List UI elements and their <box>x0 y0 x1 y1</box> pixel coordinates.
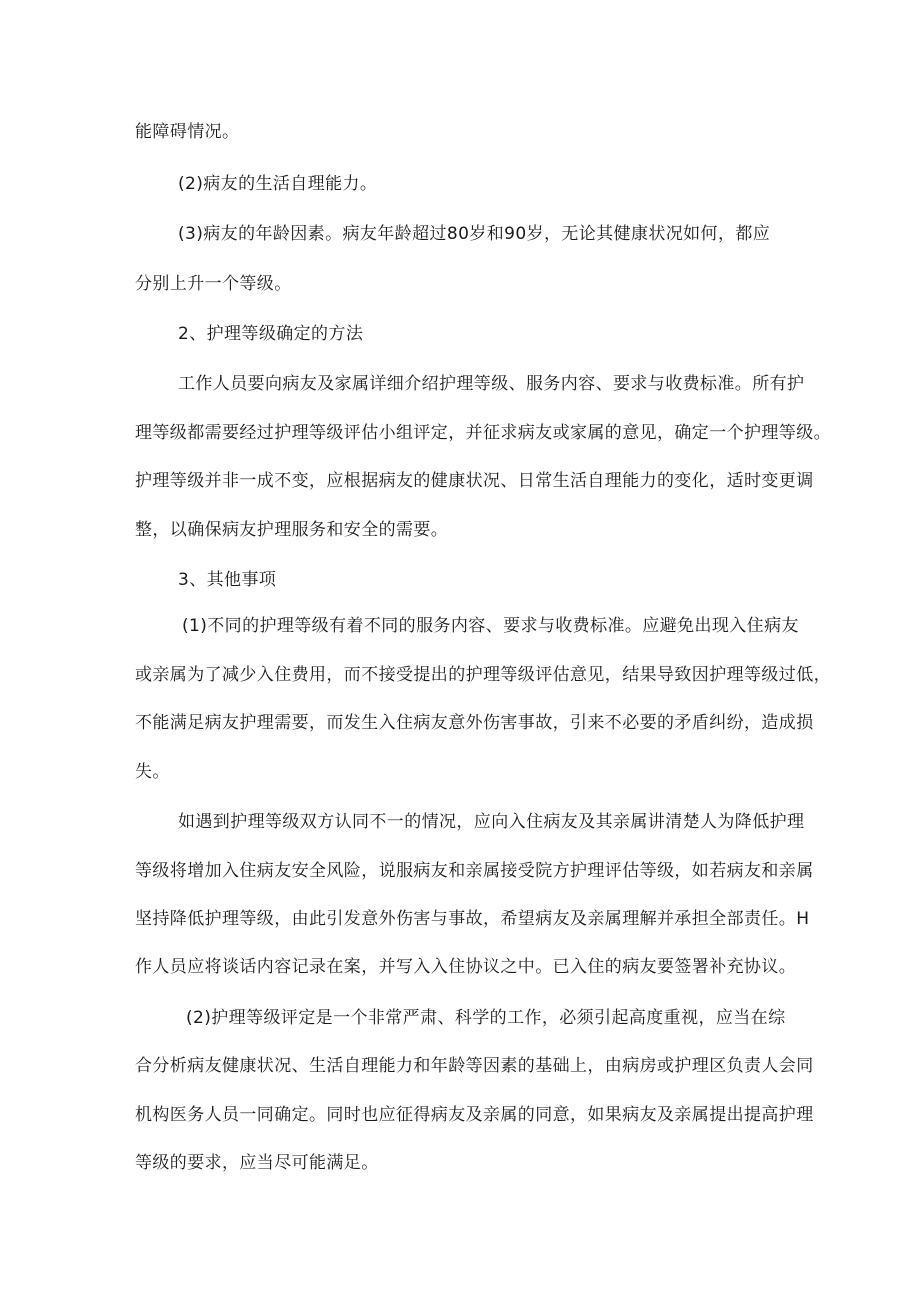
list-item-1-line: 或亲属为了减少入住费用，而不接受提出的护理等级评估意见，结果导致因护理等级过低， <box>135 665 831 685</box>
list-item-3-line: (3)病友的年龄因素。病友年龄超过80岁和90岁，无论其健康状况如何，都应 <box>178 224 771 244</box>
text-line: 理等级都需要经过护理等级评估小组评定，并征求病友或家属的意见，确定一个护理等级。 <box>135 423 831 443</box>
section-heading: 3、其他事项 <box>178 570 277 590</box>
text-line: 护理等级并非一成不变，应根据病友的健康状况、日常生活自理能力的变化，适时变更调 <box>135 471 814 491</box>
list-item-2-line: 机构医务人员一同确定。同时也应征得病友及亲属的同意，如果病友及亲属提出提高护理 <box>135 1105 814 1125</box>
text-line: 等级将增加入住病友安全风险，说服病友和亲属接受院方护理评估等级，如若病友和亲属 <box>135 861 814 881</box>
list-item-3-line: 分别上升一个等级。 <box>135 274 292 294</box>
list-item-2-line: (2)护理等级评定是一个非常严肃、科学的工作，必须引起高度重视，应当在综 <box>186 1008 786 1028</box>
text-line: 作人员应将谈话内容记录在案，并写入入住协议之中。已入住的病友要签署补充协议。 <box>135 957 797 977</box>
list-item-1-line: (1)不同的护理等级有着不同的服务内容、要求与收费标准。应避免出现入住病友 <box>182 616 799 636</box>
list-item-1-line: 失。 <box>135 762 170 782</box>
text-line: 整，以确保病友护理服务和安全的需要。 <box>135 520 449 540</box>
list-item-2-line: 合分析病友健康状况、生活自理能力和年龄等因素的基础上，由病房或护理区负责人会同 <box>135 1056 814 1076</box>
list-item-2-line: 等级的要求，应当尽可能满足。 <box>135 1153 379 1173</box>
text-line: 坚持降低护理等级，由此引发意外伤害与事故，希望病友及亲属理解并承担全部责任。H <box>135 909 810 929</box>
text-line: 工作人员要向病友及家属详细介绍护理等级、服务内容、要求与收费标准。所有护 <box>178 374 805 394</box>
list-item-2-line: (2)病友的生活自理能力。 <box>178 174 378 194</box>
list-item-1-line: 不能满足病友护理需要，而发生入住病友意外伤害事故，引来不必要的矛盾纠纷，造成损 <box>135 713 814 733</box>
text-line: 能障碍情况。 <box>135 122 240 142</box>
section-heading: 2、护理等级确定的方法 <box>178 324 364 344</box>
text-line: 如遇到护理等级双方认同不一的情况，应向入住病友及其亲属讲清楚人为降低护理 <box>178 812 805 832</box>
